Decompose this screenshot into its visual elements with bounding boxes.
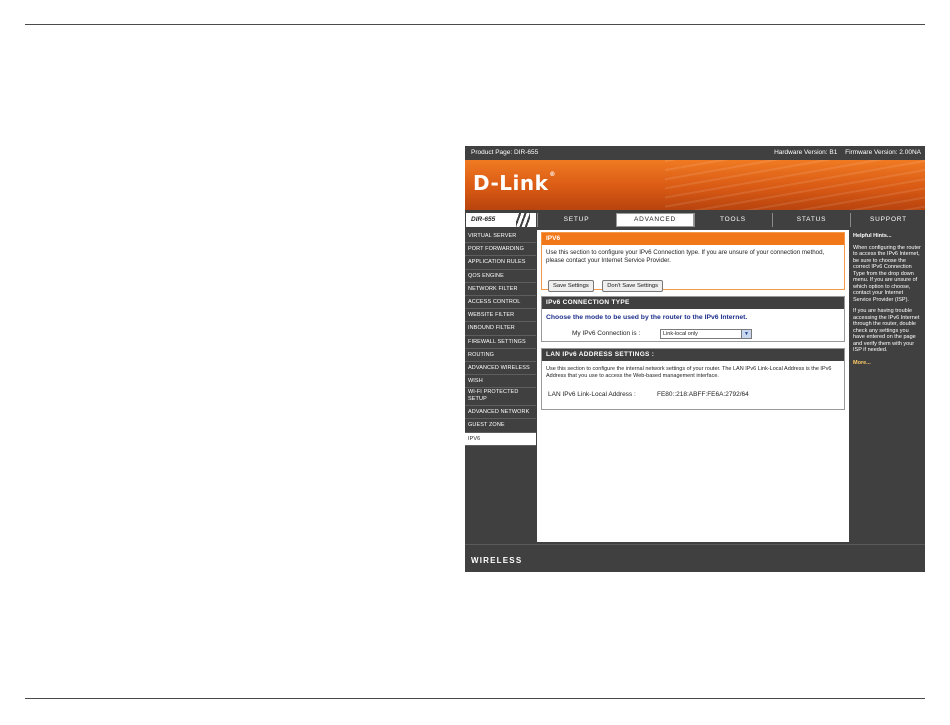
main-content xyxy=(537,230,849,542)
connection-type-value: Link-local only xyxy=(663,331,698,337)
connection-type-section xyxy=(541,296,845,342)
tab-status[interactable]: STATUS xyxy=(772,213,850,227)
more-hints-link[interactable]: More... xyxy=(853,359,871,366)
link-local-row xyxy=(542,391,844,401)
slash-decoration-icon xyxy=(516,213,530,227)
sidebar-item-advanced-network[interactable]: ADVANCED NETWORK xyxy=(465,406,536,419)
sidebar-item-guest-zone[interactable]: GUEST ZONE xyxy=(465,419,536,432)
sidebar-item-ipv6[interactable]: IPV6 xyxy=(465,433,536,446)
top-info-bar xyxy=(465,146,925,160)
connection-row xyxy=(542,329,844,339)
sidebar-item-advanced-wireless[interactable]: ADVANCED WIRELESS xyxy=(465,362,536,375)
lan-ipv6-section xyxy=(541,348,845,410)
registered-mark: ® xyxy=(549,171,556,178)
sidebar-item-qos-engine[interactable]: QOS ENGINE xyxy=(465,270,536,283)
tab-setup[interactable]: SETUP xyxy=(537,213,615,227)
page-bottom-rule xyxy=(25,698,925,699)
router-admin-screenshot xyxy=(465,146,925,572)
page-top-rule xyxy=(25,24,925,25)
chevron-down-icon[interactable]: ▼ xyxy=(741,330,751,338)
lan-ipv6-title: LAN IPv6 ADDRESS SETTINGS : xyxy=(542,349,844,361)
tab-advanced[interactable]: ADVANCED xyxy=(616,213,694,227)
connection-type-prompt: Choose the mode to be used by the router to the IPv6 Internet. xyxy=(546,314,748,321)
sidebar-item-access-control[interactable]: ACCESS CONTROL xyxy=(465,296,536,309)
link-local-value: FE80::218:ABFF:FE6A:2792/64 xyxy=(657,391,749,398)
connection-type-select[interactable] xyxy=(660,329,752,339)
advanced-sidebar xyxy=(465,230,536,542)
sidebar-item-application-rules[interactable]: APPLICATION RULES xyxy=(465,256,536,269)
dlink-logo xyxy=(473,171,556,195)
link-local-label: LAN IPv6 Link-Local Address : xyxy=(548,391,636,398)
hints-paragraph-2: If you are having trouble accessing the IPv6 Internet through the router, double check any settings you have entered on the page and verify them with your ISP if needed. xyxy=(853,308,920,353)
ipv6-section xyxy=(541,232,845,290)
banner-stripes xyxy=(665,160,925,210)
hints-title: Helpful Hints... xyxy=(853,233,892,239)
sidebar-item-wifi-protected-setup[interactable]: WI-FI PROTECTED SETUP xyxy=(465,388,536,406)
connection-label: My IPv6 Connection is : xyxy=(572,330,641,337)
lan-ipv6-description: Use this section to configure the internal network settings of your router. The LAN IPv6 Link-Local Address is the IPv6 Address that you use to access the Web-based management interface. xyxy=(546,366,832,379)
sidebar-item-port-forwarding[interactable]: PORT FORWARDING xyxy=(465,243,536,256)
sidebar-item-virtual-server[interactable]: VIRTUAL SERVER xyxy=(465,230,536,243)
tab-tools[interactable]: TOOLS xyxy=(694,213,771,227)
firmware-version: Firmware Version: 2.00NA xyxy=(845,149,921,156)
dont-save-settings-button[interactable]: Don't Save Settings xyxy=(602,280,663,292)
ipv6-section-title: IPV6 xyxy=(542,233,844,245)
model-label: DIR-655 xyxy=(471,216,496,223)
sidebar-item-routing[interactable]: ROUTING xyxy=(465,349,536,362)
sidebar-item-firewall-settings[interactable]: FIREWALL SETTINGS xyxy=(465,336,536,349)
sidebar-item-network-filter[interactable]: NETWORK FILTER xyxy=(465,283,536,296)
hardware-version: Hardware Version: B1 xyxy=(774,149,838,156)
sidebar-item-wish[interactable]: WISH xyxy=(465,375,536,388)
main-tabs xyxy=(465,212,925,228)
ipv6-description: Use this section to configure your IPv6 Connection type. If you are unsure of your connection method, please contact your Internet Service Provider. xyxy=(546,249,825,264)
logo-text: D-Link xyxy=(473,171,549,195)
wireless-footer-label: WIRELESS xyxy=(471,556,523,565)
product-page-label: Product Page: DIR-655 xyxy=(471,149,539,156)
save-settings-button[interactable]: Save Settings xyxy=(548,280,594,292)
helpful-hints-panel xyxy=(850,230,925,542)
hints-paragraph-1: When configuring the router to access the IPv6 Internet, be sure to choose the correct IPv6 Connection Type from the drop down menu. If you are unsure of which option to choose, contact your Internet Service Provider (ISP). xyxy=(853,244,921,303)
connection-type-title: IPv6 CONNECTION TYPE xyxy=(542,297,844,309)
sidebar-item-inbound-filter[interactable]: INBOUND FILTER xyxy=(465,322,536,335)
model-badge xyxy=(466,213,536,227)
brand-banner xyxy=(465,160,925,210)
sidebar-item-website-filter[interactable]: WEBSITE FILTER xyxy=(465,309,536,322)
tab-support[interactable]: SUPPORT xyxy=(850,213,925,227)
settings-buttons xyxy=(548,274,667,292)
footer-bar xyxy=(465,544,925,572)
version-info xyxy=(768,146,921,160)
